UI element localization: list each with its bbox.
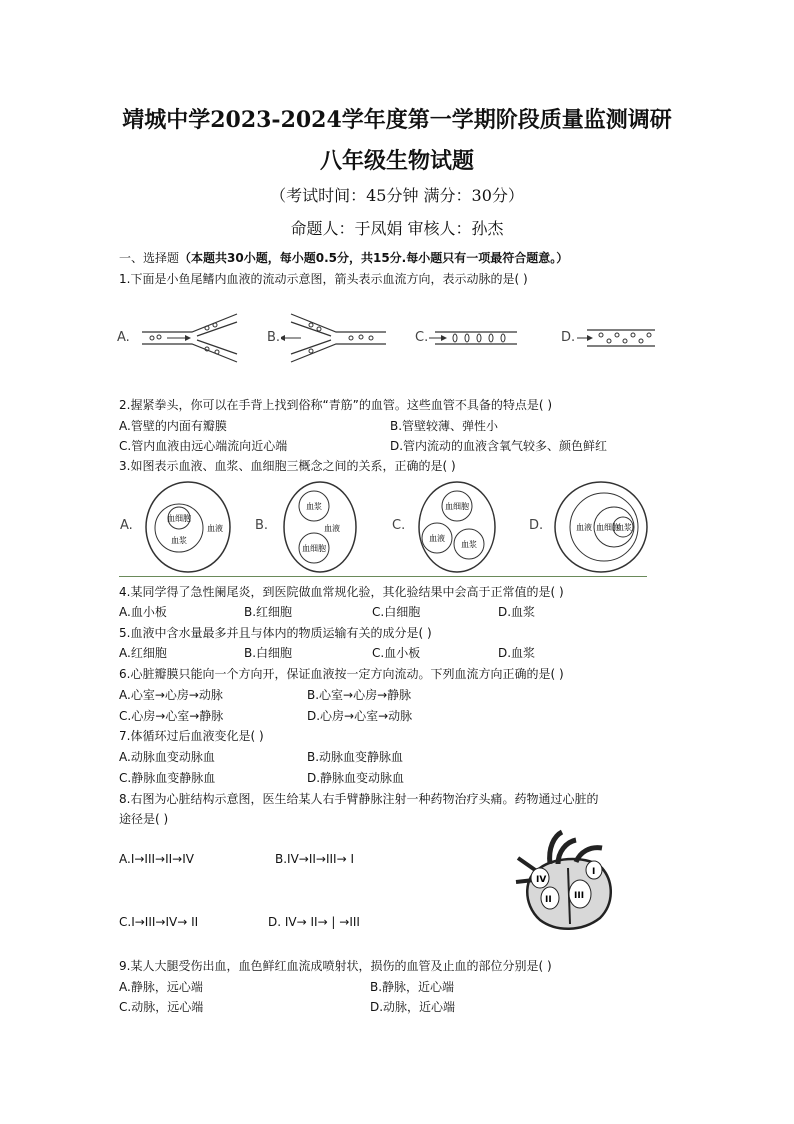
q3-venn-a: [143, 480, 233, 574]
q1-vessel-c-diagram: [429, 310, 519, 366]
q1-vessel-a-diagram: [137, 310, 247, 366]
q3-label-c: C.: [392, 518, 406, 533]
exam-info: （考试时间：45分钟 满分：30分）: [270, 186, 524, 205]
q8-stem-line2: 途径是( ): [119, 812, 169, 826]
q9-option-d[interactable]: D.动脉，近心端: [370, 1000, 456, 1014]
q3-label-d: D.: [529, 518, 544, 533]
q6-stem: 6.心脏瓣膜只能向一个方向开，保证血液按一定方向流动。下列血流方向正确的是( ): [119, 667, 564, 681]
q4-stem: 4.某同学得了急性阑尾炎，到医院做血常规化验，其化验结果中会高于正常值的是( ): [119, 585, 564, 599]
q5-option-a[interactable]: A.红细胞: [119, 646, 167, 660]
q6-option-b[interactable]: B.心室→心房→静脉: [307, 688, 412, 702]
q3-d-text-xuejiang: 血浆: [616, 523, 632, 532]
q7-option-d[interactable]: D.静脉血变动脉血: [307, 771, 405, 785]
q4-option-c[interactable]: C.白细胞: [372, 605, 421, 619]
q1-vessel-b-diagram: [281, 310, 393, 366]
q1-figure: [115, 310, 635, 370]
q7-option-c[interactable]: C.静脉血变静脉血: [119, 771, 216, 785]
section-label: 一、选择题: [119, 251, 180, 265]
q4-option-a[interactable]: A.血小板: [119, 605, 167, 619]
q9-stem: 9.某人大腿受伤出血，血色鲜红血流成喷射状，损伤的血管及止血的部位分别是( ): [119, 959, 552, 973]
q8-option-a[interactable]: A.I→III→II→IV: [119, 852, 194, 866]
q3-venn-d: [552, 480, 650, 574]
q1-label-a: A.: [117, 330, 130, 345]
q9-option-c[interactable]: C.动脉，远心端: [119, 1000, 204, 1014]
exam-title-line1: 靖城中学2023-2024学年度第一学期阶段质量监测调研: [122, 107, 672, 133]
q7-option-b[interactable]: B.动脉血变静脉血: [307, 750, 404, 764]
q6-option-c[interactable]: C.心房→心室→静脉: [119, 709, 224, 723]
q7-option-a[interactable]: A.动脉血变动脉血: [119, 750, 215, 764]
q8-stem-line1: 8.右图为心脏结构示意图，医生给某人右手臂静脉注射一种药物治疗头痛。药物通过心脏的: [119, 792, 599, 806]
q2-option-a[interactable]: A.管壁的内面有瓣膜: [119, 419, 227, 433]
q5-option-d[interactable]: D.血浆: [498, 646, 536, 660]
q1-label-b: B.: [267, 330, 281, 345]
q3-d-text-xuexibao: 血细胞: [596, 523, 620, 532]
q4-option-d[interactable]: D.血浆: [498, 605, 536, 619]
q3-label-b: B.: [255, 518, 269, 533]
q3-stem: 3.如图表示血液、血浆、血细胞三概念之间的关系，正确的是( ): [119, 459, 456, 473]
figure-divider: [119, 576, 647, 577]
q8-heart-label-ii: II: [545, 895, 552, 905]
q7-stem: 7.体循环过后血液变化是( ): [119, 729, 264, 743]
q3-a-text-xueye: 血液: [207, 524, 223, 533]
q9-option-a[interactable]: A.静脉，远心端: [119, 980, 203, 994]
q2-stem: 2.握紧拳头，你可以在手背上找到俗称“青筋”的血管。这些血管不具备的特点是( ): [119, 398, 553, 412]
q5-stem: 5.血液中含水量最多并且与体内的物质运输有关的成分是( ): [119, 626, 432, 640]
q3-b-text-xuexibao: 血细胞: [302, 544, 326, 553]
q8-option-b[interactable]: B.IV→II→III→ I: [275, 852, 355, 866]
q8-heart-label-iii: III: [574, 891, 585, 901]
q2-option-b[interactable]: B.管壁较薄、弹性小: [390, 419, 499, 433]
q1-label-d: D.: [561, 330, 576, 345]
q3-d-text-xueye: 血液: [576, 523, 592, 532]
q2-option-d[interactable]: D.管内流动的血液含氧气较多、颜色鲜红: [390, 439, 608, 453]
q1-label-c: C.: [415, 330, 429, 345]
q3-a-text-xuexibao: 血细胞: [167, 514, 191, 523]
q8-option-c[interactable]: C.I→III→IV→ II: [119, 915, 199, 929]
q8-heart-label-iv: IV: [536, 875, 547, 885]
q3-venn-b: [280, 480, 360, 574]
q1-vessel-d-diagram: [577, 310, 657, 366]
q3-c-text-xuexibao: 血细胞: [445, 502, 469, 511]
q3-b-text-xueye: 血液: [324, 524, 340, 533]
q3-venn-c: [415, 480, 499, 574]
q1-stem: 1.下面是小鱼尾鳍内血液的流动示意图，箭头表示血流方向，表示动脉的是( ): [119, 272, 528, 286]
q2-option-c[interactable]: C.管内血液由远心端流向近心端: [119, 439, 288, 453]
q6-option-a[interactable]: A.心室→心房→动脉: [119, 688, 223, 702]
q3-c-text-xuejiang: 血浆: [461, 540, 477, 549]
q3-figure: [115, 478, 655, 576]
q4-option-b[interactable]: B.红细胞: [244, 605, 293, 619]
q8-option-d[interactable]: D. IV→ II→ | →III: [268, 915, 360, 929]
section-instructions: （本题共30小题，每小题0.5分，共15分.每小题只有一项最符合题意。）: [179, 251, 569, 265]
q5-option-c[interactable]: C.血小板: [372, 646, 421, 660]
q3-a-text-xuejiang: 血浆: [171, 536, 187, 545]
section-header: [119, 249, 568, 266]
q9-option-b[interactable]: B.静脉，近心端: [370, 980, 455, 994]
q3-label-a: A.: [120, 518, 133, 533]
q5-option-b[interactable]: B.白细胞: [244, 646, 293, 660]
q3-b-text-xuejiang: 血浆: [306, 502, 322, 511]
q6-option-d[interactable]: D.心房→心室→动脉: [307, 709, 413, 723]
q8-heart-diagram: [510, 828, 622, 934]
q3-c-text-xueye: 血液: [429, 534, 445, 543]
q8-heart-label-i: I: [592, 867, 596, 877]
exam-title-line2: 八年级生物试题: [319, 148, 474, 174]
exam-authors: 命题人：于凤娟 审核人：孙杰: [290, 219, 504, 238]
